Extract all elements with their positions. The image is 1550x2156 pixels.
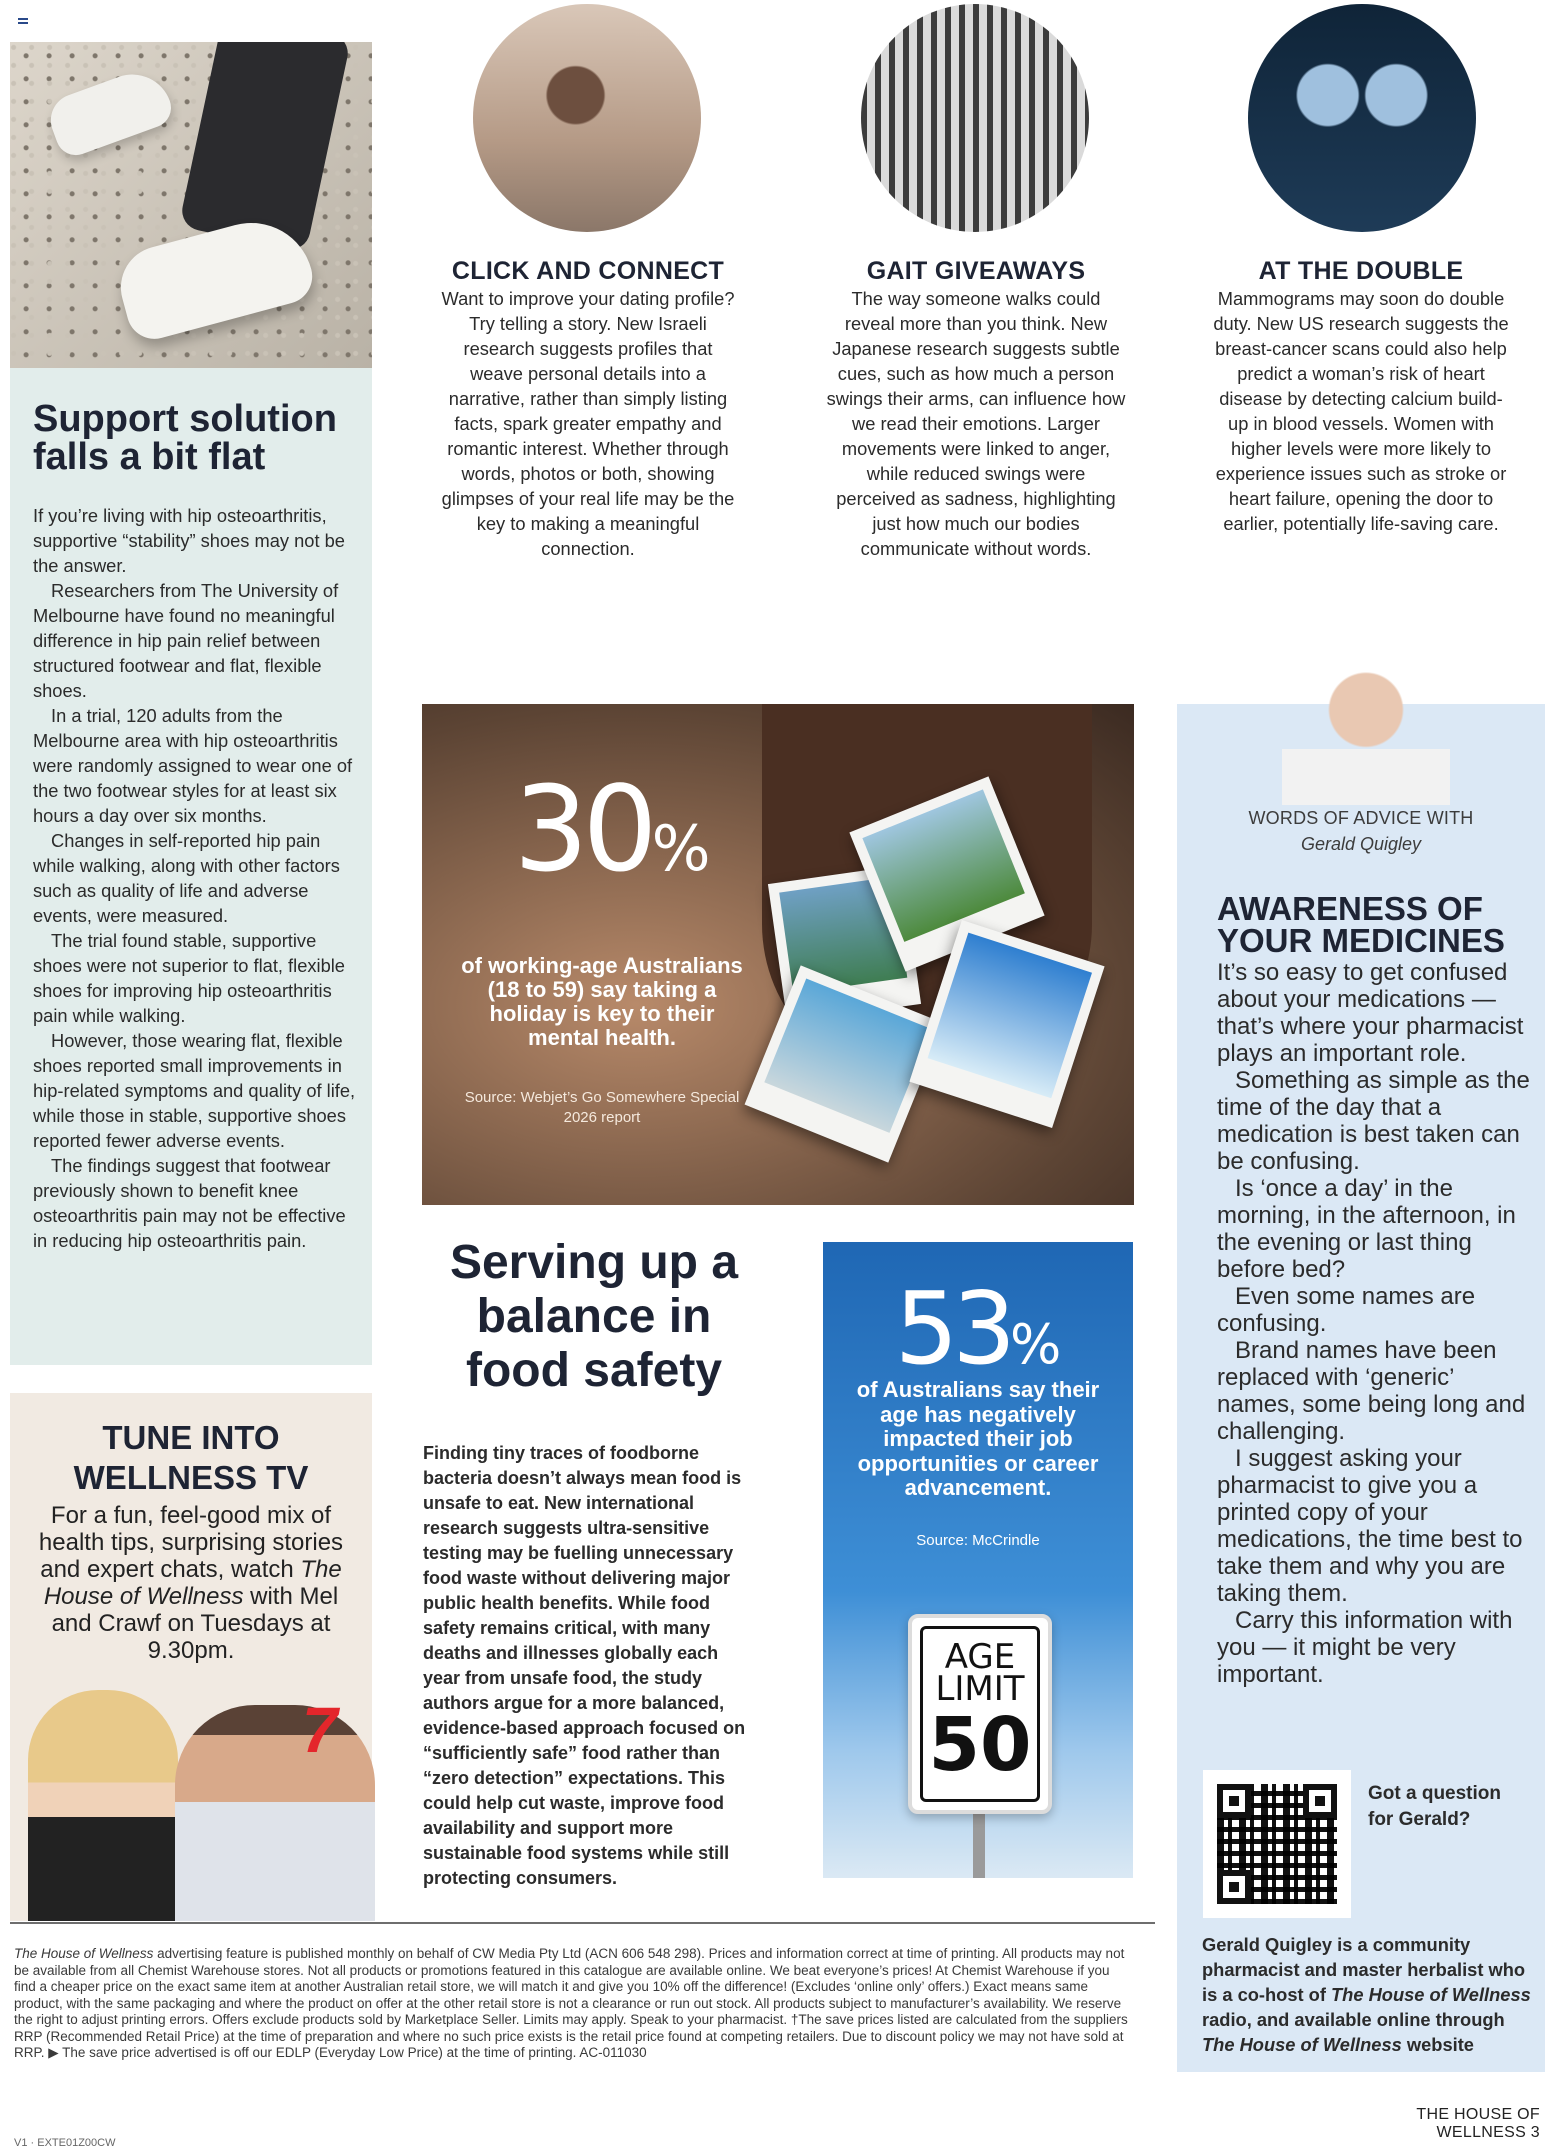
holiday-stat-source: Source: Webjet’s Go Somewhere Special 2026 report <box>464 1089 740 1126</box>
dating-profile-photo <box>473 4 701 232</box>
advice-paragraph: Brand names have been replaced with ‘generic’ names, some being long and challenging. <box>1217 1337 1526 1445</box>
mammogram-photo <box>1248 4 1476 232</box>
article-heading: CLICK AND CONNECT <box>451 257 725 285</box>
bio-show-name: The House of Wellness <box>1331 1984 1531 2005</box>
support-paragraph: If you’re living with hip osteoarthritis, supportive “stability” shoes may not be the answer. <box>33 505 345 576</box>
gerald-quigley-photo <box>1282 665 1450 805</box>
tv-body-text: For a fun, feel-good mix of health tips, surprising stories and expert chats, watch <box>38 1502 344 1583</box>
legal-disclaimer <box>14 1946 1132 2062</box>
qr-finder <box>1303 1784 1337 1818</box>
age-limit-sign <box>908 1614 1052 1814</box>
bio-text: radio, and available online through <box>1202 2009 1505 2030</box>
disclaimer-text: advertising feature is published monthly on behalf of CW Media Pty Ltd (ACN 606 548 298). Prices and information correct at time of printing. All products may not be available from all Chemist Warehouse stores. Not all products or promotions featured in this catalogue are available online. We beat everyone’s prices! At Chemist Warehouse if you find a cheaper price on the exact same item at another Australian retail store, we will match it and give you 10% off the difference! (Excludes ‘online only’ offers.) Exact means same product, with the same packaging and where the product on offer at the other retail store is not a clearance or run out stock. All products subject to manufacturer’s availability. We reserve the right to adjust printing errors. Offers exclude products sold by Marketplace Seller. Limits may apply. Speak to your pharmacist. †The save prices listed are calculated from the suppliers RRP (Recommended Retail Price) at the time of preparation and where no such price exists is the retail price found at competing retailers. Due to discount policy we may not have sold at RRP. ▶ The save price advertised is off our EDLP (Everyday Low Price) at the time of printing. AC-011030 <box>14 1946 1128 2060</box>
bio-text: Gerald Quigley is a community pharmacist and master herbalist who is a co-host of <box>1202 1934 1526 2005</box>
support-paragraph: Researchers from The University of Melbourne have found no meaningful difference in hip pain relief between structured footwear and flat, flexible shoes. <box>33 580 339 701</box>
food-safety-body: Finding tiny traces of foodborne bacteria doesn’t always mean food is unsafe to eat. New international research suggests ultra-sensitive testing may be fuelling unnecessary food waste without delivering major public health benefits. While food safety remains critical, with many deaths and illnesses globally each year from unsafe food, the study authors argue for a more balanced, evidence-based approach focused on “sufficiently safe” food rather than “zero detection” expectations. This could help cut waste, improve food availability and support more sustainable food systems while still protecting consumers. <box>423 1443 746 1888</box>
advice-paragraph: Something as simple as the time of the day that a medication is best taken can be confusing. <box>1217 1067 1530 1175</box>
sneaker-left <box>43 63 176 160</box>
qr-finder <box>1217 1784 1251 1818</box>
qr-finder <box>1217 1870 1251 1904</box>
qr-code[interactable] <box>1203 1770 1351 1918</box>
advice-paragraph: Even some names are confusing. <box>1217 1283 1476 1337</box>
wellness-tv-body <box>24 1502 358 1664</box>
advice-paragraph: Is ‘once a day’ in the morning, in the afternoon, in the evening or last thing before bed? <box>1217 1175 1516 1283</box>
trouser-leg <box>179 42 352 253</box>
percent-sign: % <box>1009 1313 1062 1376</box>
article-body: Want to improve your dating profile? Try telling a story. New Israeli research suggests profiles that weave personal details into a narrative, rather than simply listing facts, spark greater empathy and romantic interest. Whether through words, photos or both, showing glimpses of your real life may be the key to making a meaningful connection. <box>441 288 735 559</box>
sneakers-photo <box>10 42 372 368</box>
corner-mark <box>18 18 28 24</box>
percent-sign: % <box>651 812 711 885</box>
article-heading: GAIT GIVEAWAYS <box>866 257 1086 285</box>
bio-text: website <box>1406 2034 1474 2055</box>
gerald-bio <box>1202 1932 1532 2057</box>
holiday-stat-text: of working-age Australians (18 to 59) say taking a holiday is key to their mental health. <box>461 953 743 1050</box>
article-heading: AT THE DOUBLE <box>1258 257 1464 285</box>
wellness-tv-title: TUNE INTO WELLNESS TV <box>73 1419 309 1496</box>
support-paragraph: However, those wearing flat, flexible shoes reported small improvements in hip-related symptoms and quality of life, while those in stable, supportive shoes reported fewer adverse events. <box>33 1030 356 1151</box>
advice-paragraph: I suggest asking your pharmacist to give you a printed copy of your medications, the time best to take them and why you are taking them. <box>1217 1445 1523 1607</box>
support-paragraph: The trial found stable, supportive shoes were not superior to flat, flexible shoes for improving hip osteoarthritis pain while walking. <box>33 930 345 1026</box>
advice-paragraph: It’s so easy to get confused about your medications — that’s where your pharmacist plays an important role. <box>1217 959 1524 1067</box>
food-safety-title: Serving up a balance in food safety <box>449 1236 739 1397</box>
advice-body <box>1217 959 1537 1688</box>
article-body: Mammograms may soon do double duty. New US research suggests the breast-cancer scans could also help predict a woman’s risk of heart disease by detecting calcium build-up in blood vessels. Women with higher levels were more likely to experience issues such as stroke or heart failure, opening the door to earlier, potentially life-saving care. <box>1213 288 1509 534</box>
stat-number: 53 <box>894 1270 1010 1387</box>
advice-title: AWARENESS OF YOUR MEDICINES <box>1217 890 1505 959</box>
bio-show-name: The House of Wellness <box>1202 2034 1402 2055</box>
support-paragraph: In a trial, 120 adults from the Melbourne area with hip osteoarthritis were randomly assigned to wear one of the two footwear styles for at least six hours a day over six months. <box>33 705 353 826</box>
holiday-stat-panel <box>422 704 1134 1205</box>
support-article-body <box>33 503 363 1253</box>
age-stat-text: of Australians say their age has negatively impacted their job opportunities or career advancement. <box>856 1377 1100 1500</box>
tv-show-name: The House of Wellness <box>43 1556 342 1610</box>
age-stat-panel <box>823 1242 1133 1878</box>
crowd-crossing-photo <box>861 4 1089 232</box>
age-stat-source: Source: McCrindle <box>916 1532 1040 1549</box>
support-paragraph: The findings suggest that footwear previously shown to benefit knee osteoarthritis pain may not be effective in reducing hip osteoarthritis pain. <box>33 1155 346 1251</box>
support-article-title: Support solution falls a bit flat <box>33 398 337 478</box>
stat-number: 30 <box>513 760 652 898</box>
page-folio: THE HOUSE OF WELLNESS 3 <box>1416 2106 1540 2141</box>
support-paragraph: Changes in self-reported hip pain while walking, along with other factors such as quality of life and adverse events, were measured. <box>33 830 340 926</box>
disclaimer-show-name: The House of Wellness <box>14 1946 154 1961</box>
channel-seven-logo: 7 <box>302 1694 338 1766</box>
tv-body-text: with Mel and Crawf on Tuesdays at 9.30pm. <box>51 1583 339 1664</box>
sign-caption: AGE LIMIT <box>935 1637 1025 1709</box>
presenter-mel-photo <box>28 1690 178 1921</box>
holiday-stat-number <box>462 760 762 904</box>
sign-number: 50 <box>928 1702 1032 1788</box>
footer-rule <box>10 1922 1155 1924</box>
print-code: V1 · EXTE01Z00CW <box>14 2137 116 2149</box>
advice-author: Gerald Quigley <box>1300 834 1422 854</box>
article-body: The way someone walks could reveal more than you think. New Japanese research suggests subtle cues, such as how much a person swings their arms, can influence how we read their emotions. Larger movements were linked to anger, while reduced swings were perceived as sadness, highlighting just how much our bodies communicate without words. <box>826 288 1126 559</box>
qr-prompt: Got a question for Gerald? <box>1368 1783 1501 1830</box>
advice-label: WORDS OF ADVICE WITH <box>1248 808 1474 828</box>
advice-paragraph: Carry this information with you — it might be very important. <box>1217 1607 1513 1688</box>
